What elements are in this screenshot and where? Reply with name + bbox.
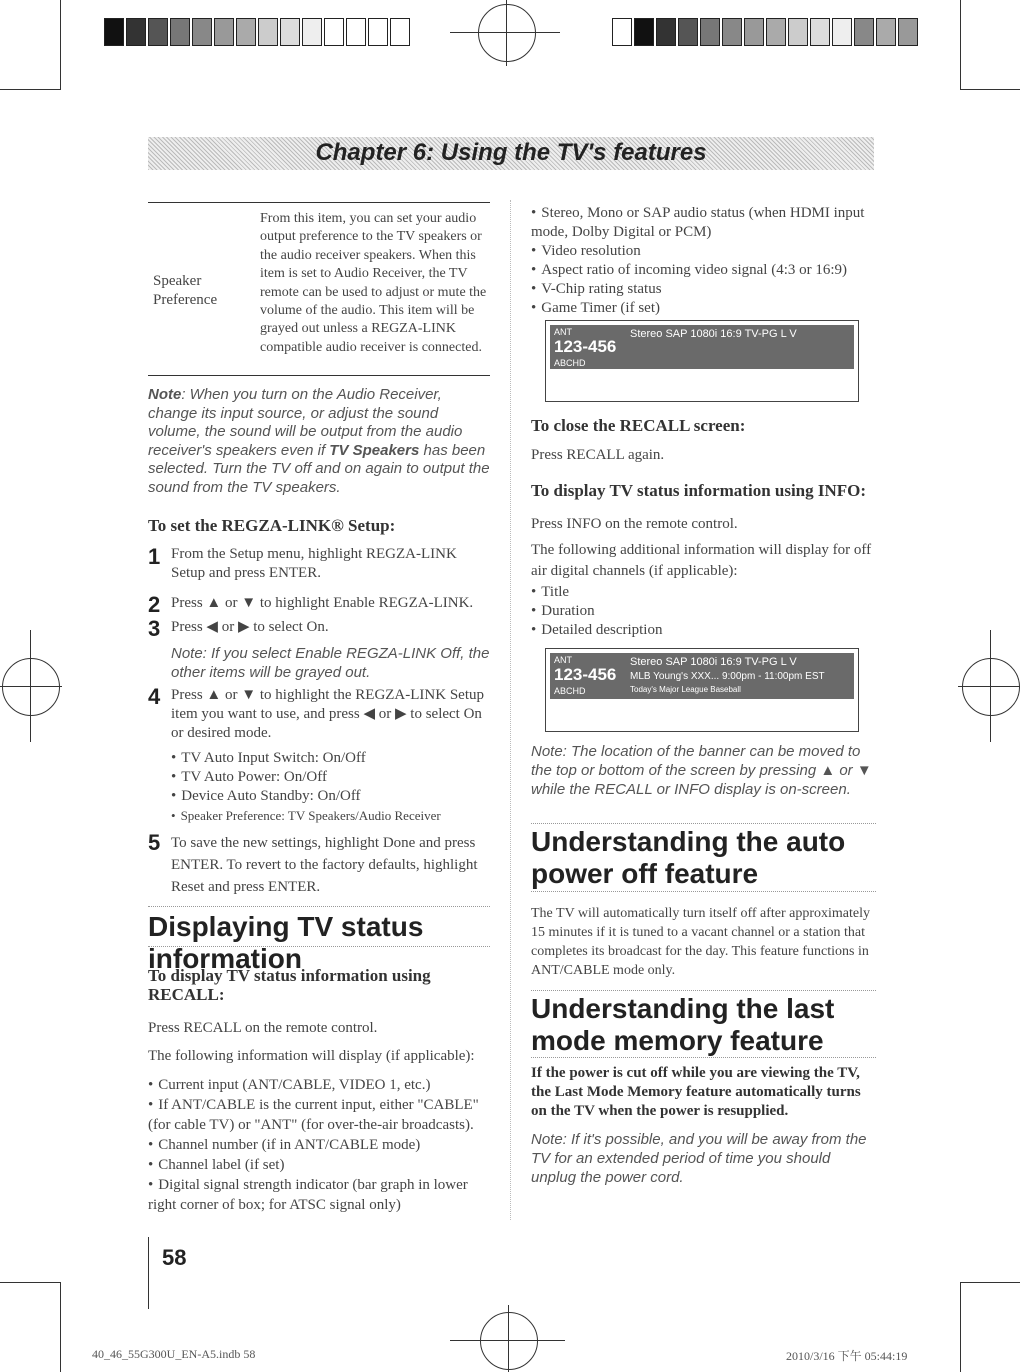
following-text: The following information will display (if applicable): (148, 1048, 475, 1064)
registration-mark (508, 1305, 509, 1372)
auto-power-text: The TV will automatically turn itself off after approximately 15 minutes if it is tuned to a vacant channel or a station that completes its broadcast for the day. This feature functions in ANT/CABLE mode only. (531, 906, 871, 978)
info-bullets (531, 583, 876, 640)
step-number: 4 (148, 684, 161, 709)
list-item: • If ANT/CABLE is the current input, either "CABLE" (for cable TV) or "ANT" (for over-the-air broadcasts). (148, 1095, 488, 1135)
divider (148, 906, 490, 907)
step-3: Press ◀ or ▶ to select On. (171, 619, 329, 635)
registration-mark (506, 0, 507, 66)
table-label: Speaker Preference (153, 273, 218, 308)
note-unplug: Note: If it's possible, and you will be away from the TV for an extended period of time you should unplug the power cord. (531, 1131, 867, 1186)
color-bar-left (104, 18, 412, 46)
note-audio-receiver (148, 386, 493, 497)
registration-mark (0, 686, 62, 687)
registration-mark (30, 630, 31, 742)
banner-status: Stereo SAP 1080i 16:9 TV-PG L V (630, 328, 797, 340)
registration-mark (450, 32, 560, 33)
info-banner (550, 653, 854, 699)
footer-file: 40_46_55G300U_EN-A5.indb 58 (92, 1347, 256, 1361)
registration-mark (478, 4, 536, 62)
recall-heading: To display TV status information using RECALL: (148, 966, 431, 1004)
registration-mark (2, 658, 60, 716)
banner-label: ABCHD (554, 686, 586, 696)
close-heading: To close the RECALL screen: (531, 416, 746, 435)
banner-label: ABCHD (554, 358, 586, 368)
banner-status: Stereo SAP 1080i 16:9 TV-PG L V (630, 656, 797, 668)
crop-mark (60, 1282, 61, 1372)
info-text: Press INFO on the remote control. (531, 516, 738, 532)
table-rule (148, 375, 490, 376)
list-item: • Duration (531, 602, 876, 621)
column-divider (510, 200, 511, 1220)
chapter-title: Chapter 6: Using the TV's features (315, 139, 707, 166)
section-title: Understanding the last mode memory feature (531, 993, 835, 1056)
setup-items (171, 749, 491, 825)
crop-mark (0, 89, 60, 90)
list-item: • Title (531, 583, 876, 602)
list-item: • Device Auto Standby: On/Off (171, 787, 491, 806)
last-mode-text: If the power is cut off while you are viewing the TV, the Last Mode Memory feature automatically turns on the TV when the power is resupplied. (531, 1065, 861, 1119)
tv-screen-info (545, 648, 859, 732)
crop-mark (960, 89, 1020, 90)
table-description: From this item, you can set your audio output preference to the TV speakers or the audio receiver speakers. When this item is set to Audio Receiver, the TV remote can be used to adjust or mute the volume of the audio. This item will be grayed out unless a REGZA-LINK compatible audio receiver is connected. (260, 211, 487, 355)
note-label: Note (148, 386, 182, 403)
recall-banner (550, 325, 854, 369)
divider (531, 990, 876, 991)
divider (148, 946, 490, 947)
list-item: • Channel label (if set) (148, 1155, 488, 1175)
list-item: • Game Timer (if set) (531, 299, 876, 318)
list-item: • V-Chip rating status (531, 280, 876, 299)
close-text: Press RECALL again. (531, 447, 665, 463)
note-text: has been selected. Turn the TV off and on again to output the sound from the TV speakers. (148, 441, 490, 496)
banner-input: ANT (554, 327, 572, 337)
table-rule (148, 202, 490, 203)
list-item: • Aspect ratio of incoming video signal (4:3 or 16:9) (531, 261, 876, 280)
divider (531, 1057, 876, 1058)
divider (531, 823, 876, 824)
list-item: • TV Auto Input Switch: On/Off (171, 749, 491, 768)
banner-channel: 123-456 (554, 665, 617, 684)
crop-mark (0, 1282, 60, 1283)
crop-mark (960, 1282, 1020, 1283)
crop-mark (960, 0, 961, 90)
list-item: • Video resolution (531, 242, 876, 261)
chapter-header (148, 137, 874, 170)
step-5: To save the new settings, highlight Done and press ENTER. To revert to the factory defaults, highlight Reset and press ENTER. (171, 835, 478, 895)
list-item: • Speaker Preference: TV Speakers/Audio Receiver (171, 806, 491, 825)
registration-mark (962, 658, 1020, 716)
note-enable-off: Note: If you select Enable REGZA-LINK Off, the other items will be grayed out. (171, 645, 490, 681)
info-following: The following additional information will display for off air digital channels (if applicable): (531, 542, 872, 579)
press-recall: Press RECALL on the remote control. (148, 1020, 378, 1036)
step-4: Press ▲ or ▼ to highlight the REGZA-LINK Setup item you want to use, and press ◀ or ▶ to select On or desired mode. (171, 687, 485, 741)
registration-mark (990, 630, 991, 742)
step-number: 1 (148, 544, 161, 569)
registration-mark (958, 686, 1020, 687)
list-item: • Digital signal strength indicator (bar graph in lower right corner of box; for ATSC signal only) (148, 1175, 488, 1215)
crop-mark (60, 0, 61, 90)
crop-mark (960, 1282, 961, 1372)
recall-bullets (148, 1075, 488, 1215)
list-item: • Current input (ANT/CABLE, VIDEO 1, etc.) (148, 1075, 488, 1095)
step-2: Press ▲ or ▼ to highlight Enable REGZA-LINK. (171, 595, 474, 611)
note-emph: TV Speakers (329, 441, 420, 459)
list-item: • Stereo, Mono or SAP audio status (when HDMI input mode, Dolby Digital or PCM) (531, 204, 876, 242)
list-item: • Detailed description (531, 621, 876, 640)
step-number: 2 (148, 592, 161, 617)
footer-timestamp: 2010/3/16 下午 05:44:19 (786, 1349, 908, 1363)
list-item: • Channel number (if in ANT/CABLE mode) (148, 1135, 488, 1155)
section-title: Displaying TV status information (148, 911, 424, 974)
section-title: Understanding the auto power off feature (531, 826, 846, 889)
list-item: • TV Auto Power: On/Off (171, 768, 491, 787)
banner-channel: 123-456 (554, 337, 617, 356)
page-number-rule (148, 1237, 149, 1309)
color-bar-right (612, 18, 920, 46)
registration-mark (480, 1312, 538, 1370)
note-banner: Note: The location of the banner can be moved to the top or bottom of the screen by pressing ▲ or ▼ while the RECALL or INFO display is on-screen. (531, 743, 872, 798)
banner-program: MLB Young's XXX... 9:00pm - 11:00pm EST (630, 671, 825, 682)
step-number: 3 (148, 616, 161, 641)
tv-screen-recall (545, 320, 859, 402)
banner-description: Today's Major League Baseball (630, 685, 741, 694)
step-1: From the Setup menu, highlight REGZA-LINK Setup and press ENTER. (171, 546, 457, 581)
page-number: 58 (162, 1245, 187, 1270)
step-number: 5 (148, 830, 161, 855)
info-heading: To display TV status information using INFO: (531, 481, 867, 500)
setup-heading: To set the REGZA-LINK® Setup: (148, 516, 396, 535)
status-bullets (531, 204, 876, 318)
divider (531, 891, 876, 892)
note-text: : When you turn on the Audio Receiver, change its input source, or adjust the sound volume, the sound will be output from the audio receiver's speakers even if (148, 386, 463, 459)
banner-input: ANT (554, 655, 572, 665)
